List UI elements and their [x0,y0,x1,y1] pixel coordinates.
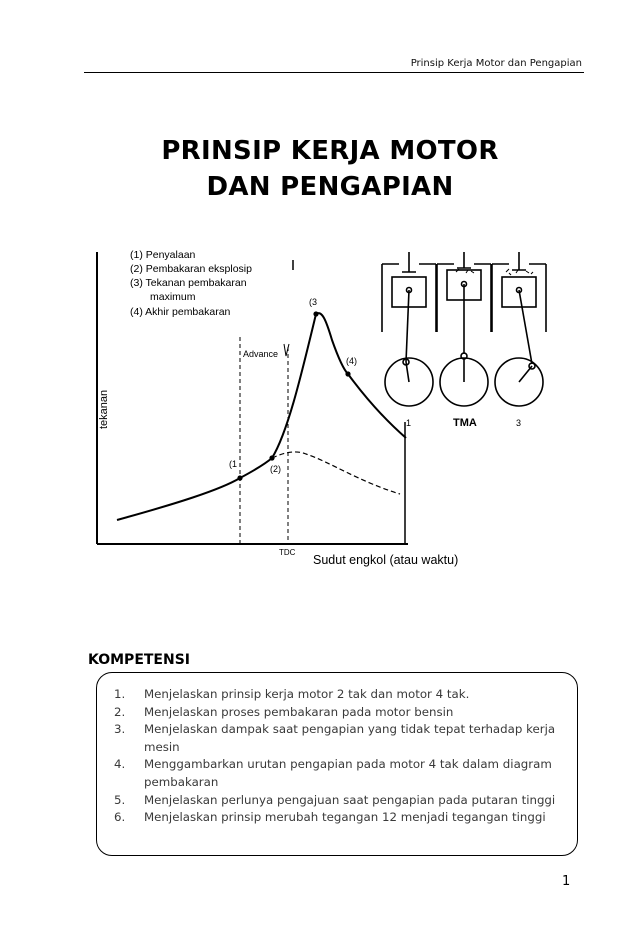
running-header-title: Prinsip Kerja Motor dan Pengapian [410,58,582,69]
list-item [114,721,571,756]
list-item [114,686,571,704]
x-axis-label: Sudut engkol (atau waktu) [313,553,459,567]
list-item-text: Menjelaskan perlunya pengajuan saat pengapian pada putaran tinggi [144,792,556,807]
point-label-1: (1 [229,459,238,469]
point-label-4: (4) [346,356,357,366]
page-number: 1 [562,874,571,889]
page-title [0,133,638,205]
legend-item-2: (2) Pembakaran eksplosip [130,263,252,275]
page-title-line-1: PRINSIP KERJA MOTOR [161,136,499,166]
list-item-number: 1. [114,687,126,701]
list-item [114,792,571,810]
advance-label: Advance [243,349,279,359]
tdc-label: TDC [279,548,296,557]
legend-item-3: (3) Tekanan pembakaran [130,277,247,289]
pressure-crank-angle-figure [80,232,560,577]
list-item-number: 2. [114,704,126,719]
list-item-text: Menjelaskan dampak saat pengapian yang tidak tepat terhadap kerja mesin [144,722,556,754]
y-axis-label: tekanan [98,389,110,429]
list-item-number: 4. [114,757,126,772]
list-item-number: 3. [114,722,126,737]
motoring-pressure-curve [272,452,400,494]
point-end-combustion [345,371,350,376]
point-label-3: (3 [309,297,318,307]
engine-label-tma: TMA [453,417,477,429]
engine-label-3: 3 [516,418,522,428]
engine-label-1: 1 [406,418,412,428]
list-item-text: Menjelaskan prinsip merubah tegangan 12 menjadi tegangan tinggi [144,810,546,825]
point-max-pressure [313,311,318,316]
legend-item-3-cont: maximum [150,291,196,303]
point-ignition [237,475,242,480]
running-header [84,58,584,73]
page-title-line-2: DAN PENGAPIAN [206,172,454,202]
list-item-number: 5. [114,792,126,807]
engine-cylinder-2 [437,252,491,406]
list-item-text: Menjelaskan prinsip kerja motor 2 tak dan motor 4 tak. [144,687,470,701]
legend-item-1: (1) Penyalaan [130,249,196,261]
combustion-pressure-curve [117,313,406,520]
engine-cylinder-3 [492,252,546,406]
point-explosive-combustion [269,455,274,460]
list-item [114,704,571,722]
point-label-2: (2) [270,464,281,474]
list-item [114,756,571,791]
list-item-number: 6. [114,810,126,825]
list-item [114,809,571,827]
figure-legend [130,249,252,318]
list-item-text: Menjelaskan proses pembakaran pada motor bensin [144,704,454,719]
list-item-text: Menggambarkan urutan pengapian pada motor 4 tak dalam diagram pembakaran [144,757,552,789]
competency-box [96,672,578,856]
legend-item-4: (4) Akhir pembakaran [130,306,231,318]
engine-cylinder-1 [382,252,436,406]
competency-heading: KOMPETENSI [88,652,190,668]
competency-list [97,673,577,827]
